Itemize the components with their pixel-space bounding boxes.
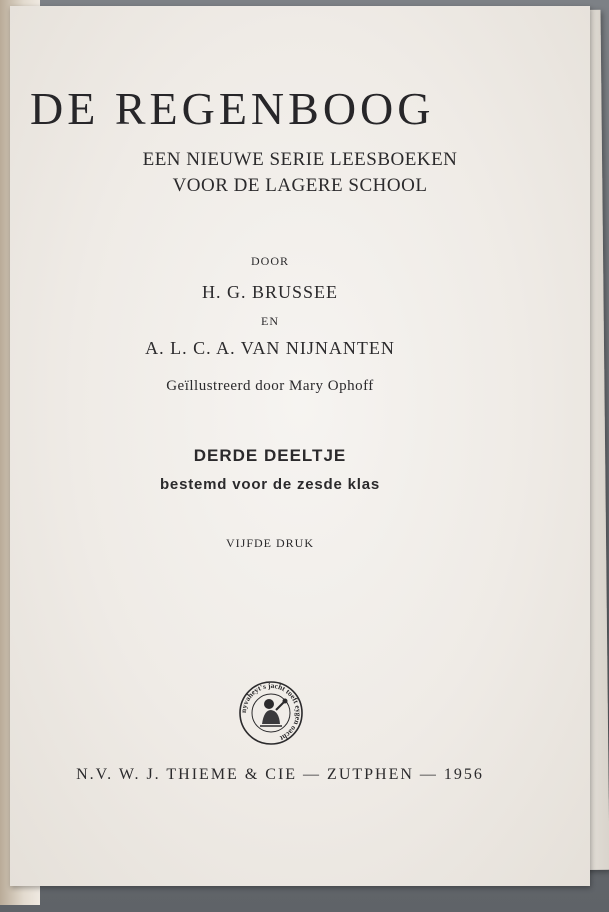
book-title: DE REGENBOOG: [30, 83, 435, 134]
volume-label: DERDE DEELTJE: [193, 446, 347, 465]
author-2: A. L. C. A. VAN NIJNANTEN: [145, 338, 395, 358]
subtitle-line-1: EEN NIEUWE SERIE LEESBOEKEN: [142, 149, 458, 170]
illustrator-line: Geïllustreerd door Mary Ophoff: [166, 378, 374, 394]
subtitle-line-2: VOOR DE LAGERE SCHOOL: [172, 175, 428, 196]
class-note: bestemd voor de zesde klas: [159, 476, 381, 493]
svg-text:nyvaheyt's jacht toeft eygen o: nyvaheyt's jacht toeft eygen oacht: [238, 680, 304, 744]
publisher-line: N.V. W. J. THIEME & CIE — ZUTPHEN — 1956: [76, 766, 484, 783]
author-1: H. G. BRUSSEE: [201, 282, 339, 302]
title-page: [10, 6, 590, 886]
en-label: EN: [261, 314, 279, 328]
edition-label: VIJFDE DRUK: [225, 536, 314, 550]
publisher-seal-icon: [238, 680, 304, 746]
door-label: DOOR: [250, 254, 289, 268]
